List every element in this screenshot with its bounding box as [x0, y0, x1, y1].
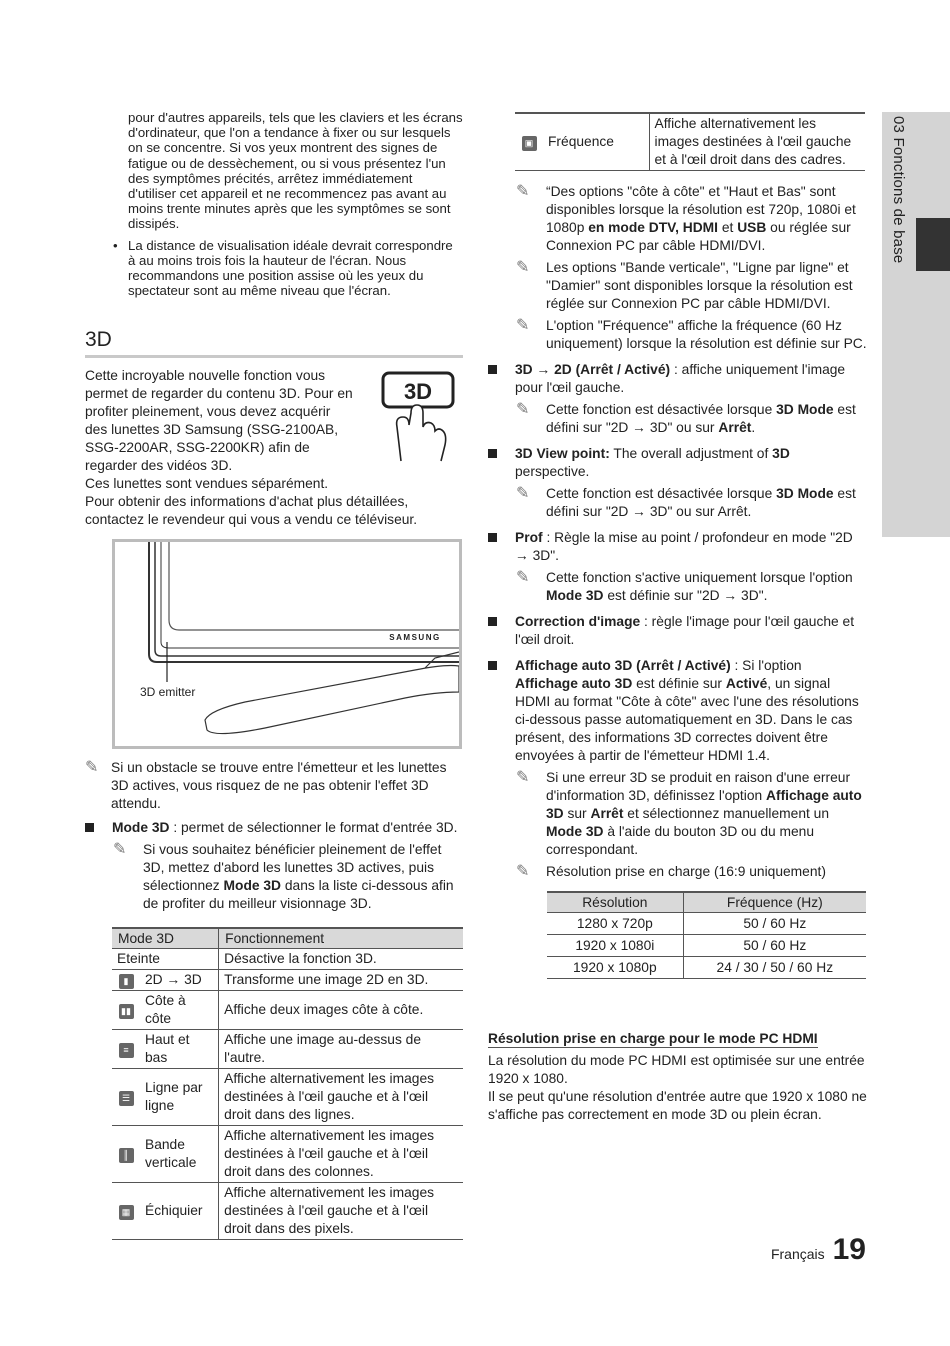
- pencil-note-icon: ✎: [516, 569, 530, 586]
- square-bullet-icon: [488, 661, 497, 670]
- intro-note-purchase: Pour obtenir des informations d'achat plus détaillées, contactez le revendeur qui vous a vendu ce téléviseur.: [85, 494, 418, 528]
- note-bold: 3D Mode: [776, 402, 834, 417]
- table-row: [547, 957, 866, 979]
- mode-desc: Affiche deux images côte à côte.: [219, 991, 463, 1030]
- item-text: est définie sur: [632, 676, 726, 691]
- samsung-logo: SAMSUNG: [389, 633, 441, 643]
- footer-language: Français: [770, 1246, 825, 1262]
- note-text: Si une erreur 3D se produit en raison d'une erreur d'information 3D, définissez l'option: [546, 770, 851, 803]
- mode-thumbnail-icon: ☰: [112, 1069, 140, 1126]
- mode-name: Bande verticale: [140, 1126, 219, 1183]
- tv-emitter-figure: [112, 539, 462, 749]
- hdmi-section-title: Résolution prise en charge pour le mode PC HDMI: [488, 1031, 818, 1046]
- obstacle-note-text: Si un obstacle se trouve entre l'émetteur et les lunettes 3D actives, vous risquez de ne pas obtenir l'effet 3D attendu.: [111, 760, 447, 812]
- note-text: est défini sur "2D → 3D" ou sur: [546, 402, 856, 435]
- note-view-point: [488, 485, 868, 521]
- table-header-mode: Mode 3D: [112, 928, 219, 949]
- item-bold: Correction d'image: [515, 614, 641, 629]
- mode-name: Haut et bas: [140, 1030, 219, 1069]
- pencil-note-icon: ✎: [516, 317, 530, 334]
- note-prof: [488, 569, 868, 605]
- note-auto-3d-error: [488, 769, 868, 859]
- note-text: Les options "Bande verticale", "Ligne par ligne" et "Damier" sont disponibles lorsque la résolution est réglée sur Connexion PC par câble HDMI/DVI.: [546, 260, 853, 311]
- item-text: , un signal HDMI au format "Côte à côte" avec l'une des résolutions ci-dessous passe automatiquement en 3D. Dans le cas présent, des informations 3D correctes doivent être envoyées à partir de l'émetteur HDMI 1.4.: [515, 676, 859, 763]
- mode-name: Échiquier: [140, 1183, 219, 1240]
- item-bold: 3D: [772, 446, 790, 461]
- table-row: [515, 113, 865, 171]
- note-text: .: [751, 420, 756, 435]
- note-3d-to-2d: [488, 401, 868, 437]
- mode3d-note-text-end: dans la liste ci-dessous afin de profiter du meilleur visionnage 3D.: [143, 878, 454, 912]
- table-row: [112, 1030, 463, 1069]
- mode3d-note-text: Si vous souhaitez bénéficier pleinement de l'effet 3D, mettez d'abord les lunettes 3D actives, puis sélectionnez: [143, 842, 442, 894]
- obstacle-note: [85, 759, 463, 813]
- note-text: est définie sur "2D → 3D".: [603, 588, 768, 603]
- mode-desc: Affiche alternativement les images destinées à l'œil gauche et à l'œil droit dans des cadres.: [649, 113, 865, 171]
- note-bold: USB: [737, 220, 767, 235]
- note-bold: Arrêt: [590, 806, 624, 821]
- mode-name: Côte à côte: [140, 991, 219, 1030]
- chapter-side-tab-marker: [916, 218, 950, 271]
- bullet-dot-icon: •: [113, 237, 118, 253]
- chapter-side-tab-label: 03 Fonctions de base: [890, 116, 907, 264]
- mode3d-item: [85, 819, 463, 837]
- intro-block: [85, 367, 463, 529]
- mode-thumbnail-icon: ≡: [112, 1030, 140, 1069]
- pencil-note-icon: ✎: [516, 485, 530, 502]
- note-resolution: [488, 863, 868, 881]
- square-bullet-icon: [488, 449, 497, 458]
- item-bold: Affichage auto 3D (Arrêt / Activé): [515, 658, 731, 673]
- square-bullet-icon: [85, 823, 94, 832]
- table-header-function: Fonctionnement: [219, 928, 463, 949]
- item-bold: Activé: [725, 676, 768, 691]
- table-row: [112, 970, 463, 991]
- pencil-note-icon: ✎: [516, 401, 530, 418]
- continuation-paragraph: pour d'autres appareils, tels que les claviers et les écrans d'ordinateur, que l'on a tendance à fixer ou sur lesquels on se concentre. Si vos yeux montrent des signes de fatigue ou de dessèchement, ou si vous présentez l'un des symptômes précités, arrêtez immédiatement d'utiliser cet appareil et ne recommencez pas avant au moins trente minutes après que les symptômes se sont dissipés.: [128, 110, 463, 232]
- table-row: [547, 913, 866, 935]
- note-text: sur: [563, 806, 591, 821]
- hdmi-paragraph: La résolution du mode PC HDMI est optimisée sur une entrée 1920 x 1080.: [488, 1053, 865, 1086]
- note-bold: en mode DTV, HDMI: [588, 220, 719, 235]
- mode-thumbnail-icon: ▦: [112, 1183, 140, 1240]
- note-text: Résolution prise en charge (16:9 uniquement): [546, 864, 826, 879]
- note-side-by-side: [488, 183, 868, 255]
- mode3d-table: [112, 927, 463, 1240]
- pencil-note-icon: ✎: [516, 183, 530, 200]
- pencil-note-icon: ✎: [516, 769, 530, 786]
- item-text: : Si l'option: [730, 658, 802, 673]
- note-bold: 3D Mode: [776, 486, 834, 501]
- item-bold: Affichage auto 3D: [515, 676, 633, 691]
- note-text: Cette fonction s'active uniquement lorsque l'option: [546, 570, 853, 585]
- table-cell: 24 / 30 / 50 / 60 Hz: [683, 957, 866, 979]
- page-footer: [771, 1233, 866, 1267]
- item-text: : affiche uniquement l'image pour l'œil gauche.: [515, 362, 846, 395]
- mode-desc: Désactive la fonction 3D.: [219, 949, 463, 970]
- item-text: : Règle la mise au point / profondeur en mode "2D → 3D".: [515, 530, 853, 563]
- note-bold: Mode 3D: [546, 588, 604, 603]
- pencil-note-icon: ✎: [516, 259, 530, 276]
- mode3d-table-continued: [515, 112, 865, 171]
- mode-thumbnail-icon: ▮▮: [112, 991, 140, 1030]
- right-column: [488, 112, 868, 1124]
- mode3d-bold: Mode 3D: [112, 820, 170, 836]
- note-text: et: [718, 220, 738, 235]
- mode3d-text: : permet de sélectionner le format d'entrée 3D.: [169, 820, 458, 836]
- item-text: : règle l'image pour l'œil gauche et l'œil droit.: [515, 614, 855, 647]
- note-text: ou réglée sur Connexion PC par câble HDMI/DVI.: [546, 220, 851, 253]
- intro-paragraph: Cette incroyable nouvelle fonction vous permet de regarder du contenu 3D. Pour en profiter pleinement, vous devez acquérir des lunettes 3D Samsung (SSG-2100AB, SSG-2200AR, SSG-2200KR) afin de regarder des vidéos 3D.: [85, 368, 353, 474]
- mode-thumbnail-icon: ▣: [515, 113, 543, 171]
- mode-desc: Affiche alternativement les images destinées à l'œil gauche et à l'œil droit dans des colonnes.: [219, 1126, 463, 1183]
- pencil-note-icon: ✎: [516, 863, 530, 880]
- section-title: 3D: [85, 328, 463, 358]
- pencil-note-icon: ✎: [85, 759, 99, 777]
- note-frequency: [488, 317, 868, 353]
- mode-desc: Transforme une image 2D en 3D.: [219, 970, 463, 991]
- item-correction: [488, 613, 868, 649]
- icon-3d-label: 3D: [403, 379, 433, 405]
- table-cell: 50 / 60 Hz: [683, 935, 866, 957]
- note-text: L'option "Fréquence" affiche la fréquence (60 Hz uniquement) lorsque la résolution est définie sur PC.: [546, 318, 867, 351]
- item-view-point: [488, 445, 868, 481]
- mode-name: Fréquence: [543, 113, 649, 171]
- note-vertical-band: [488, 259, 868, 313]
- item-prof: [488, 529, 868, 565]
- note-text: et sélectionnez manuellement un: [623, 806, 830, 821]
- intro-note-sold: Ces lunettes sont vendues séparément.: [85, 476, 329, 492]
- mode3d-note-bold: Mode 3D: [223, 878, 282, 894]
- table-cell: 50 / 60 Hz: [683, 913, 866, 935]
- table-cell: 1920 x 1080i: [547, 935, 683, 957]
- mode3d-note: [85, 841, 463, 913]
- table-header-resolution: Résolution: [547, 892, 683, 913]
- resolution-table: [547, 891, 866, 979]
- hand-3d-button-icon: [381, 365, 457, 463]
- square-bullet-icon: [488, 365, 497, 374]
- mode-name: Eteinte: [112, 949, 219, 970]
- table-row: [112, 1126, 463, 1183]
- table-row: [112, 1183, 463, 1240]
- table-header-frequency: Fréquence (Hz): [683, 892, 866, 913]
- note-text: “Des options "côte à côte" et "Haut et Bas" sont disponibles lorsque la résolution est 720p, 1080i et 1080p: [546, 184, 856, 235]
- item-text: perspective.: [515, 464, 590, 479]
- table-row: [112, 949, 463, 970]
- mode-desc: Affiche alternativement les images destinées à l'œil gauche et à l'œil droit dans des pixels.: [219, 1183, 463, 1240]
- mode-name: 2D → 3D: [140, 970, 219, 991]
- tv-illustration: [115, 542, 459, 746]
- note-bold: Mode 3D: [546, 824, 604, 839]
- table-cell: 1280 x 720p: [547, 913, 683, 935]
- note-text: Cette fonction est désactivée lorsque: [546, 402, 777, 417]
- bullet-text: La distance de visualisation idéale devrait correspondre à au moins trois fois la hauteur de l'écran. Nous recommandons une position assise où les yeux du spectateur sont au même niveau que l'écran.: [128, 237, 453, 299]
- item-bold: 3D → 2D (Arrêt / Activé): [515, 362, 671, 377]
- note-bold: Affichage auto 3D: [546, 788, 862, 821]
- square-bullet-icon: [488, 617, 497, 626]
- emitter-label: 3D emitter: [140, 685, 196, 700]
- item-text: The overall adjustment of: [609, 446, 773, 461]
- note-bold: Arrêt: [718, 420, 752, 435]
- square-bullet-icon: [488, 533, 497, 542]
- item-auto-3d: [488, 657, 868, 765]
- left-column: [85, 110, 463, 1240]
- note-text: Cette fonction est désactivée lorsque: [546, 486, 777, 501]
- mode-thumbnail-icon: ▮: [112, 970, 140, 991]
- item-bold: Prof: [515, 530, 543, 545]
- mode-desc: Affiche alternativement les images destinées à l'œil gauche et à l'œil droit dans des lignes.: [219, 1069, 463, 1126]
- page-number: 19: [832, 1233, 866, 1266]
- pencil-note-icon: ✎: [113, 841, 127, 859]
- table-row: [112, 991, 463, 1030]
- note-text: à l'aide du bouton 3D ou du menu correspondant.: [546, 824, 815, 857]
- item-3d-to-2d: [488, 361, 868, 397]
- bullet-item: [85, 238, 463, 299]
- hdmi-paragraph-2: Il se peut qu'une résolution d'entrée autre que 1920 x 1080 ne s'affiche pas correctement en mode 3D ou plein écran.: [488, 1089, 867, 1122]
- item-bold: 3D View point:: [515, 446, 610, 461]
- table-row: [547, 935, 866, 957]
- mode-thumbnail-icon: ║: [112, 1126, 140, 1183]
- table-cell: 1920 x 1080p: [547, 957, 683, 979]
- note-text: est défini sur "2D → 3D" ou sur Arrêt.: [546, 486, 856, 519]
- mode-desc: Affiche une image au-dessus de l'autre.: [219, 1030, 463, 1069]
- table-row: [112, 1069, 463, 1126]
- mode-name: Ligne par ligne: [140, 1069, 219, 1126]
